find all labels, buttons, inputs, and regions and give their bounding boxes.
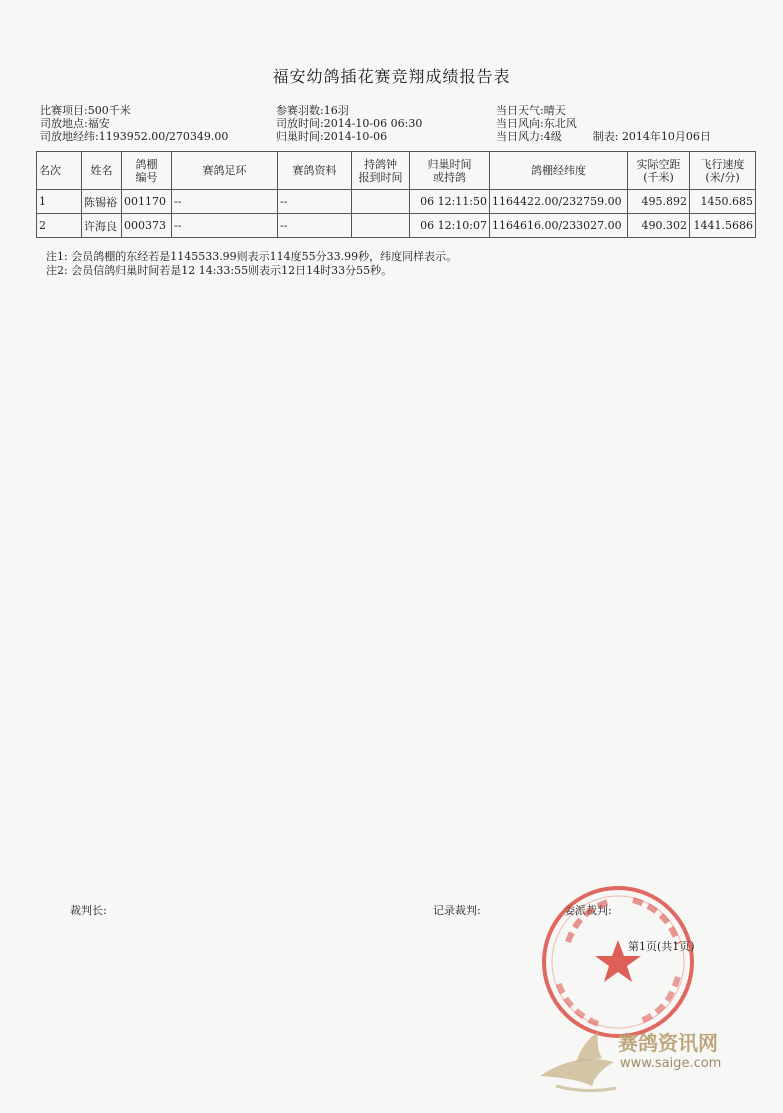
header-coords: 鸽棚经纬度 [490,152,628,190]
meta-item: 比赛项目:500千米 [40,104,131,117]
header-name: 姓名 [82,152,122,190]
meta-col-2 [276,104,422,143]
cell-clock-time [352,214,410,238]
cell-speed: 1450.685 [690,190,756,214]
cell-distance: 490.302 [628,214,690,238]
cell-speed: 1441.5686 [690,214,756,238]
cell-distance: 495.892 [628,190,690,214]
meta-item: 司放地点:福安 [40,117,110,130]
meta-col-3 [496,104,711,143]
note-1: 注1: 会员鸽棚的东经若是1145533.99则表示114度55分33.99秒，纬度同样表示。 [46,250,458,263]
cell-coords: 1164616.00/233027.00 [490,214,628,238]
cell-arrival-time: 06 12:10:07 [410,214,490,238]
header-arrival-time: 归巢时间 或持鸽 [410,152,490,190]
cell-loft-id: 001170 [122,190,172,214]
header-loft-id: 鸽棚 编号 [122,152,172,190]
meta-item: 司放地经纬:1193952.00/270349.00 [40,130,229,143]
watermark-url: www.saige.com [620,1056,722,1071]
header-bird-info: 赛鸽资料 [278,152,352,190]
delegate-judge-label: 委派裁判: [564,904,612,917]
meta-item: 当日天气:晴天 [496,104,566,117]
note-2: 注2: 会员信鸽归巢时间若是12 14:33:55则表示12日14时33分55秒。 [46,264,393,277]
table-row [37,214,756,238]
cell-loft-id: 000373 [122,214,172,238]
cell-rank: 1 [37,190,82,214]
table-header-row [37,152,756,190]
page-number: 第1页(共1页) [628,940,695,953]
header-rank: 名次 [37,152,82,190]
header-speed: 飞行速度 (米/分) [690,152,756,190]
watermark-site-name: 赛鸽资讯网 [618,1031,718,1055]
header-clock-time: 持鸽钟 报到时间 [352,152,410,190]
meta-col-1 [40,104,228,143]
cell-bird-info: -- [278,214,352,238]
recorder-judge-label: 记录裁判: [433,904,481,917]
cell-clock-time [352,190,410,214]
meta-item: 司放时间:2014-10-06 06:30 [276,117,423,130]
report-title: 福安幼鸽插花赛竞翔成绩报告表 [272,67,511,86]
results-table [36,151,756,238]
meta-item: 归巢时间:2014-10-06 [276,130,388,143]
meta-item: 当日风向:东北风 [496,117,577,130]
made-date: 制表: 2014年10月06日 [592,130,711,143]
cell-coords: 1164422.00/232759.00 [490,190,628,214]
meta-item: 当日风力:4级 制表: 2014年10月06日 [496,130,711,143]
cell-ring: -- [172,214,278,238]
cell-ring: -- [172,190,278,214]
chief-judge-label: 裁判长: [70,904,107,917]
header-distance: 实际空距 (千米) [628,152,690,190]
cell-bird-info: -- [278,190,352,214]
header-ring: 赛鸽足环 [172,152,278,190]
table-row [37,190,756,214]
cell-name: 陈锡裕 [82,190,122,214]
official-seal-icon [538,882,698,1042]
meta-item: 参赛羽数:16羽 [276,104,349,117]
cell-name: 许海良 [82,214,122,238]
cell-rank: 2 [37,214,82,238]
notes [46,250,457,278]
cell-arrival-time: 06 12:11:50 [410,190,490,214]
